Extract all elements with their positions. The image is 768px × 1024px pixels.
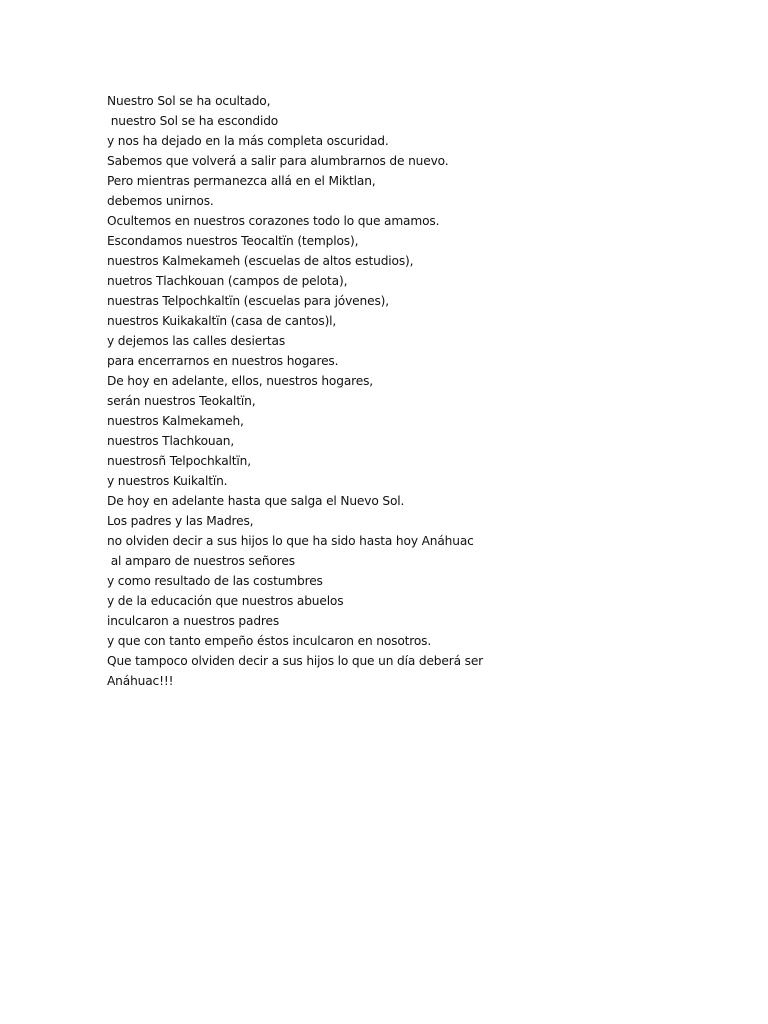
- text-line: y nos ha dejado en la más completa oscuridad.: [107, 134, 389, 148]
- text-line: De hoy en adelante, ellos, nuestros hogares,: [107, 374, 373, 388]
- text-line: nuestras Telpochkaltïn (escuelas para jóvenes),: [107, 294, 389, 308]
- text-line: Escondamos nuestros Teocaltïn (templos),: [107, 234, 359, 248]
- text-line: serán nuestros Teokaltïn,: [107, 394, 256, 408]
- text-line: y dejemos las calles desiertas: [107, 334, 286, 348]
- text-line: y como resultado de las costumbres: [107, 574, 323, 588]
- text-line: debemos unirnos.: [107, 194, 214, 208]
- text-line: Ocultemos en nuestros corazones todo lo que amamos.: [107, 214, 440, 228]
- text-line: De hoy en adelante hasta que salga el Nuevo Sol.: [107, 494, 405, 508]
- text-line: inculcaron a nuestros padres: [107, 614, 280, 628]
- text-line: Pero mientras permanezca allá en el Miktlan,: [107, 174, 376, 188]
- text-line: y de la educación que nuestros abuelos: [107, 594, 344, 608]
- text-line: al amparo de nuestros señores: [107, 554, 295, 568]
- text-line: Que tampoco olviden decir a sus hijos lo que un día deberá ser: [107, 654, 484, 668]
- poem-text: [107, 91, 727, 691]
- text-line: nuetros Tlachkouan (campos de pelota),: [107, 274, 348, 288]
- text-line: Los padres y las Madres,: [107, 514, 254, 528]
- text-line: y que con tanto empeño éstos inculcaron en nosotros.: [107, 634, 432, 648]
- text-line: para encerrarnos en nuestros hogares.: [107, 354, 339, 368]
- text-line: nuestrosñ Telpochkaltïn,: [107, 454, 251, 468]
- text-line: Sabemos que volverá a salir para alumbrarnos de nuevo.: [107, 154, 449, 168]
- text-line: nuestro Sol se ha escondido: [107, 114, 279, 128]
- text-line: nuestros Tlachkouan,: [107, 434, 235, 448]
- text-line: y nuestros Kuikaltïn.: [107, 474, 228, 488]
- text-line: Anáhuac!!!: [107, 674, 174, 688]
- text-line: nuestros Kuikakaltïn (casa de cantos)l,: [107, 314, 337, 328]
- text-line: nuestros Kalmekameh,: [107, 414, 244, 428]
- text-line: no olviden decir a sus hijos lo que ha sido hasta hoy Anáhuac: [107, 534, 474, 548]
- text-line: nuestros Kalmekameh (escuelas de altos estudios),: [107, 254, 414, 268]
- text-line: Nuestro Sol se ha ocultado,: [107, 94, 271, 108]
